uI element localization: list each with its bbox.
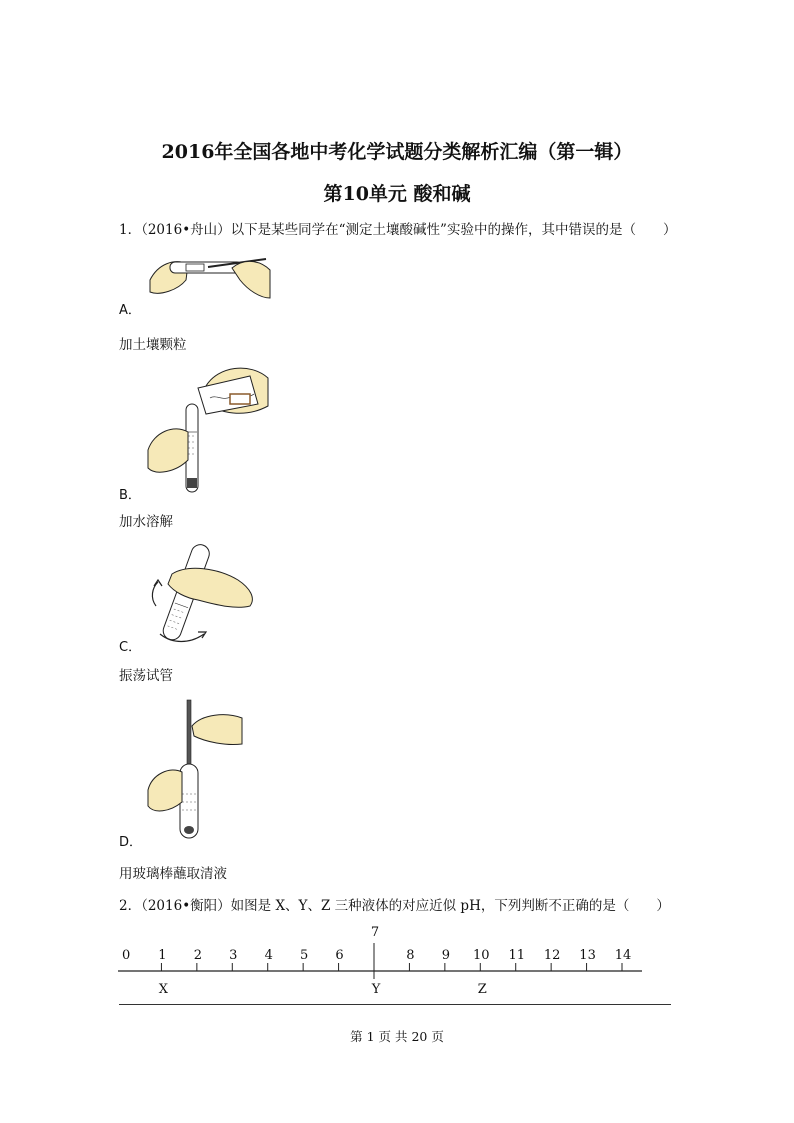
ph-tick-label: 6 (335, 948, 344, 963)
document-title: 2016年全国各地中考化学试题分类解析汇编（第一辑） (161, 141, 633, 163)
ph-tick-label: 12 (543, 948, 561, 963)
ph-tick-label: 0 (122, 948, 131, 963)
ph-marker-z: Z (477, 982, 487, 997)
option-a-caption: 加土壤颗粒 (119, 337, 187, 353)
footer-rule (119, 1004, 671, 1005)
page-footer: 第 1 页 共 20 页 (350, 1029, 444, 1044)
ph-tick-label: 2 (193, 948, 202, 963)
ph-tick-label: 13 (579, 948, 596, 963)
question-1-stem: 1．（2016•舟山）以下是某些同学在“测定土壤酸碱性”实验中的操作，其中错误的是（ ） (119, 222, 677, 238)
option-d-letter: D． (119, 835, 143, 850)
option-d-caption: 用玻璃棒蘸取清液 (119, 866, 227, 882)
option-b-letter: B． (119, 488, 141, 503)
ph-tick-label: 5 (300, 948, 309, 963)
ph-tick-label: 8 (406, 948, 415, 963)
ph-tick-label: 10 (473, 948, 490, 963)
ph-tick-label: 11 (508, 948, 525, 963)
option-c-letter: C． (119, 640, 142, 655)
ph-tick-label: 3 (229, 948, 238, 963)
option-a-letter: A． (119, 303, 141, 318)
ph-tick-label: 14 (614, 948, 632, 963)
ph-marker-x: X (158, 982, 169, 997)
unit-title: 第10单元 酸和碱 (323, 183, 471, 205)
ph-tick-label: 9 (441, 948, 450, 963)
option-c-caption: 振荡试管 (119, 668, 173, 684)
ph-tick-label: 4 (264, 948, 273, 963)
ph-marker-y: Y (371, 982, 381, 997)
ph-tick-label: 1 (158, 948, 167, 963)
option-b-caption: 加水溶解 (119, 514, 173, 530)
ph-tick-label: 7 (370, 925, 380, 940)
question-2-stem: 2．（2016•衡阳）如图是 X、Y、Z 三种液体的对应近似 pH，下列判断不正确的是（ ） (119, 898, 670, 914)
